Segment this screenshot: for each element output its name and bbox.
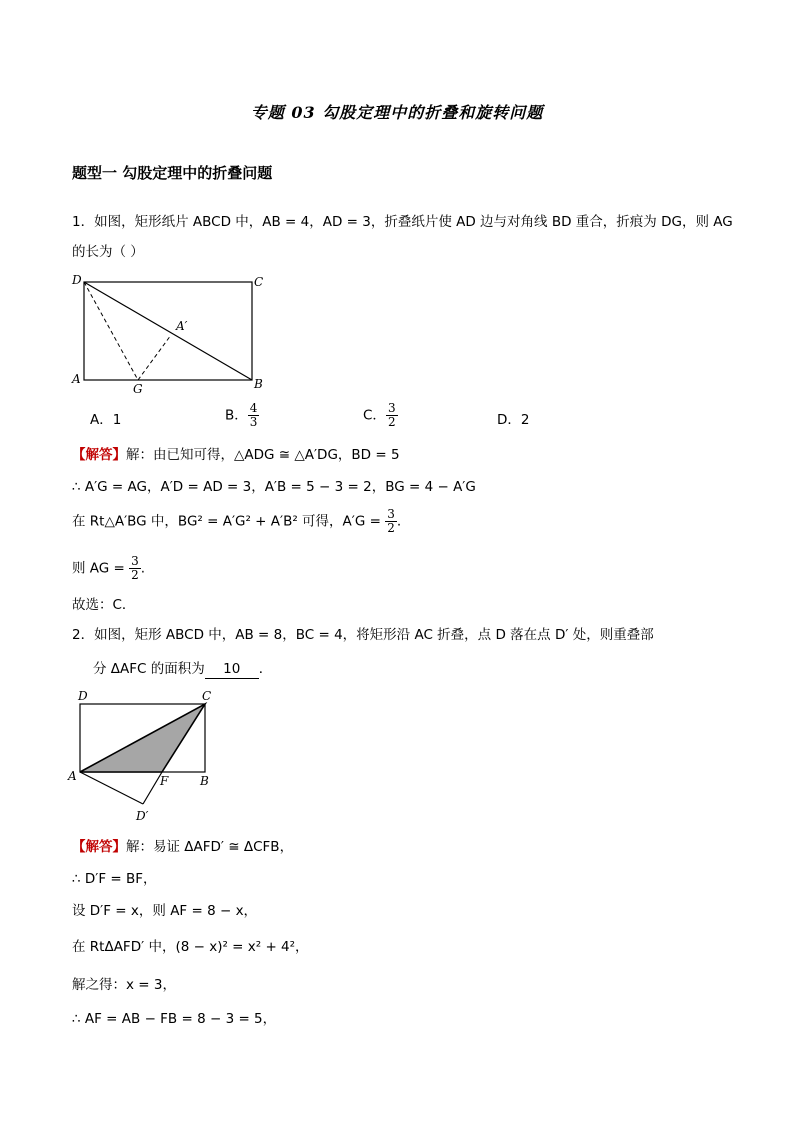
q1-solution-line3 xyxy=(72,508,401,535)
q1-option-b xyxy=(225,402,259,429)
q1-label-a: A xyxy=(72,372,81,386)
q2-figure xyxy=(64,684,224,824)
q2-label-c: C xyxy=(202,689,212,703)
q1-figure xyxy=(68,270,268,396)
q1-option-a: A．1 xyxy=(90,412,122,428)
q2-solution-s1: 解：易证 ΔAFD′ ≅ ΔCFB， xyxy=(126,839,294,855)
q2-label-f: F xyxy=(160,774,169,788)
q1-text-line1: 1．如图，矩形纸片 ABCD 中，AB = 4，AD = 3，折叠纸片使 AD 边与对角线 BD 重合，折痕为 DG，则 AG xyxy=(72,214,733,230)
q1-option-d: D．2 xyxy=(497,412,530,428)
q1-solution-s4-den: 2 xyxy=(131,568,139,582)
q1-text-line2: 的长为（ ） xyxy=(72,244,144,260)
q2-text-line1: 2．如图，矩形 ABCD 中，AB = 8，BC = 4，将矩形沿 AC 折叠，点 D 落在点 D′ 处，则重叠部 xyxy=(72,627,654,643)
q1-option-c-num: 3 xyxy=(387,401,396,415)
q1-label-g: G xyxy=(133,382,143,396)
q2-label-d-prime: D′ xyxy=(136,809,149,823)
q1-label-d: D xyxy=(72,273,82,287)
q1-solution-line5: 故选：C． xyxy=(72,597,136,613)
q1-option-b-fraction xyxy=(248,402,260,429)
section-heading: 题型一 勾股定理中的折叠问题 xyxy=(72,164,273,182)
q1-fold-dg xyxy=(84,282,138,380)
q2-solution-line5: 解之得：x = 3， xyxy=(72,977,176,993)
q1-diagonal-bd xyxy=(84,282,252,380)
q2-label-a: A xyxy=(68,769,77,783)
q1-solution-s1: 解：由已知可得，△ADG ≅ △A′DG，BD = 5 xyxy=(126,447,400,463)
q2-solution-line1 xyxy=(72,838,293,856)
q2-solution-line6: ∴ AF = AB − FB = 8 − 3 = 5， xyxy=(72,1011,277,1027)
q2-solution-line2: ∴ D′F = BF， xyxy=(72,871,157,887)
q2-solution-line3: 设 D′F = x，则 AF = 8 − x， xyxy=(72,903,258,919)
q1-option-c xyxy=(363,402,398,429)
q1-option-b-label: B． xyxy=(225,407,248,424)
q2-text-line2 xyxy=(93,660,272,679)
q1-label-b: B xyxy=(254,377,263,391)
q1-solution-s4-fraction xyxy=(129,555,141,582)
q1-option-c-fraction xyxy=(386,402,398,429)
q1-solution-s3-fraction xyxy=(385,508,397,535)
q1-option-c-label: C． xyxy=(363,407,386,424)
q2-answer-blank: 10 xyxy=(205,660,259,679)
q1-solution-line2: ∴ A′G = AG，A′D = AD = 3，A′B = 5 − 3 = 2，BG = 4 − A′G xyxy=(72,479,476,495)
q1-solution-s3-den: 2 xyxy=(387,521,395,535)
q1-option-b-den: 3 xyxy=(249,415,258,429)
q2-text-line2-prefix: 分 ΔAFC 的面积为 xyxy=(93,661,205,677)
q1-option-c-den: 2 xyxy=(387,415,396,429)
q1-solution-s3-num: 3 xyxy=(387,507,395,521)
page-title: 专题 03 勾股定理中的折叠和旋转问题 xyxy=(250,103,544,122)
q1-option-b-num: 4 xyxy=(249,401,258,415)
q1-solution-s4: 则 AG = xyxy=(72,560,125,577)
q1-solution-s4-end: . xyxy=(140,560,146,577)
q1-fold-ga xyxy=(138,335,171,380)
q1-solution-s4-num: 3 xyxy=(131,554,139,568)
q1-solution-s3: 在 Rt△A′BG 中，BG² = A′G² + A′B² 可得，A′G = xyxy=(72,513,381,530)
q1-solution-line1 xyxy=(72,446,400,464)
q1-solution-line4 xyxy=(72,555,145,582)
q2-label-b: B xyxy=(200,774,209,788)
q1-solution-tag: 【解答】 xyxy=(72,447,126,463)
q2-text-line2-suffix: ． xyxy=(258,661,273,677)
q1-label-c: C xyxy=(254,275,264,289)
q2-fold-ad xyxy=(80,772,143,804)
q2-label-d: D xyxy=(78,689,88,703)
q2-overlap-triangle xyxy=(80,704,205,772)
q1-solution-s3-end: . xyxy=(396,513,402,530)
q1-label-a-prime: A′ xyxy=(176,319,188,333)
q2-solution-tag: 【解答】 xyxy=(72,839,126,855)
q2-solution-line4: 在 RtΔAFD′ 中，(8 − x)² = x² + 4²， xyxy=(72,939,309,955)
